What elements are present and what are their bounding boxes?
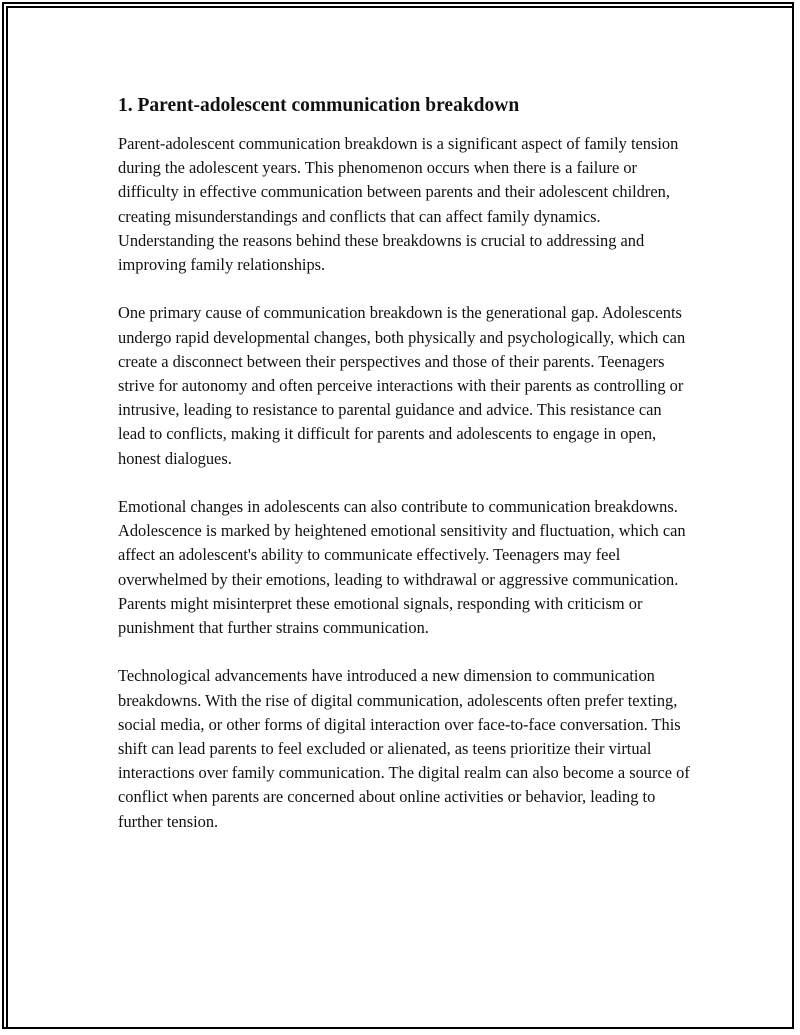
paragraph-emotional-changes: Emotional changes in adolescents can also contribute to communication breakdowns. Adolescence is marked by heightened emotional sensitivity and fluctuation, which can affect an adolescent's ability to communicate effectively. Teenagers may feel overwhelmed by their emotions, leading to withdrawal or aggressive communication. Parents might misinterpret these emotional signals, responding with criticism or punishment that further strains communication. bbox=[118, 497, 686, 638]
section-title: 1. Parent-adolescent communication breakdown bbox=[118, 95, 520, 116]
paragraph-intro: Parent-adolescent communication breakdown is a significant aspect of family tension during the adolescent years. This phenomenon occurs when there is a failure or difficulty in effective communication between parents and their adolescent children, creating misunderstandings and conflicts that can affect family dynamics. Understanding the reasons behind these breakdowns is crucial to addressing and improving family relationships. bbox=[118, 134, 679, 275]
paragraph-technology: Technological advancements have introduced a new dimension to communication breakdowns. With the rise of digital communication, adolescents often prefer texting, social media, or other forms of digital interaction over face-to-face conversation. This shift can lead parents to feel excluded or alienated, as teens prioritize their virtual interactions over family communication. The digital realm can also become a source of conflict when parents are concerned about online activities or behavior, leading to further tension. bbox=[118, 666, 690, 831]
document-body bbox=[118, 94, 690, 858]
paragraph-generational-gap: One primary cause of communication breakdown is the generational gap. Adolescents undergo rapid developmental changes, both physically and psychologically, which can create a disconnect between their perspectives and those of their parents. Teenagers strive for autonomy and often perceive interactions with their parents as controlling or intrusive, leading to resistance to parental guidance and advice. This resistance can lead to conflicts, making it difficult for parents and adolescents to engage in open, honest dialogues. bbox=[118, 303, 686, 468]
